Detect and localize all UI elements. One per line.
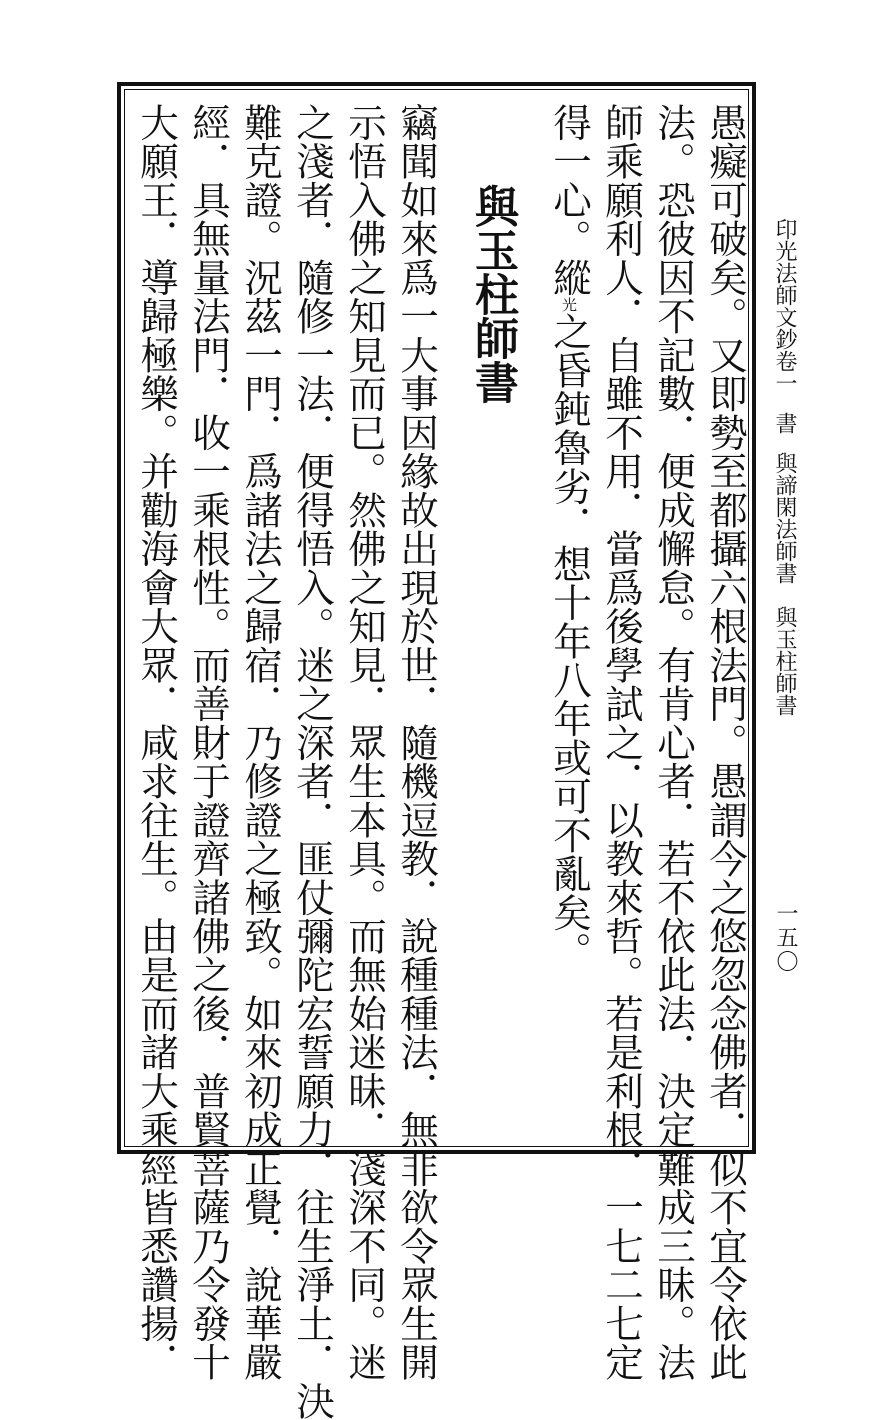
text-column-5: 竊聞如來爲一大事因緣故出現於世．隨機逗教．說種種法．無非欲令眾生開 [394, 103, 439, 1382]
self-reference-small: 光 [560, 296, 578, 312]
text-column-9: 經．具無量法門．收一乘根性。而善財于證齊諸佛之後．普賢菩薩乃令發十 [186, 103, 231, 1382]
text-column-3: 師乘願利人．自雖不用．當爲後學試之．以教來哲。若是利根．一七二七定 [599, 103, 644, 1382]
text-column-10: 大願王．導歸極樂。并勸海會大眾．咸求往生。由是而諸大乘經皆悉讚揚． [134, 103, 179, 1382]
section-label: 書 [772, 412, 797, 434]
page-number: 一五〇 [773, 902, 798, 974]
text-column-7: 之淺者．隨修一法．便得悟入。迷之深者．匪仗彌陀宏誓願力．往生淨土．決 [290, 103, 335, 1420]
book-title: 印光法師文鈔卷一 [772, 218, 797, 394]
letter-title: 與玉柱師書 [467, 184, 518, 404]
text-column-4-part-a: 得一心。縱 [547, 103, 592, 297]
text-column-6: 示悟入佛之知見而已。然佛之知見．眾生本具。而無始迷昧．淺深不同。迷 [342, 103, 387, 1382]
text-column-8: 難克證。況茲一門．爲諸法之歸宿．乃修證之極致。如來初成正覺．說華嚴 [238, 103, 283, 1382]
chapter-list: 與諦閑法師書 與玉柱師書 [772, 452, 797, 716]
text-column-4 [546, 103, 592, 971]
text-column-4-part-b: 之昏鈍魯劣．想十年八年或可不亂矣。 [547, 311, 592, 971]
text-column-2: 法。恐彼因不記數．便成懈怠。有肯心者．若不依此法．決定難成三昧。法 [651, 103, 696, 1382]
margin-header [773, 218, 795, 716]
text-column-1: 愚癡可破矣。又即勢至都攝六根法門。愚謂今之悠忽念佛者．似不宜令依此 [703, 103, 748, 1382]
